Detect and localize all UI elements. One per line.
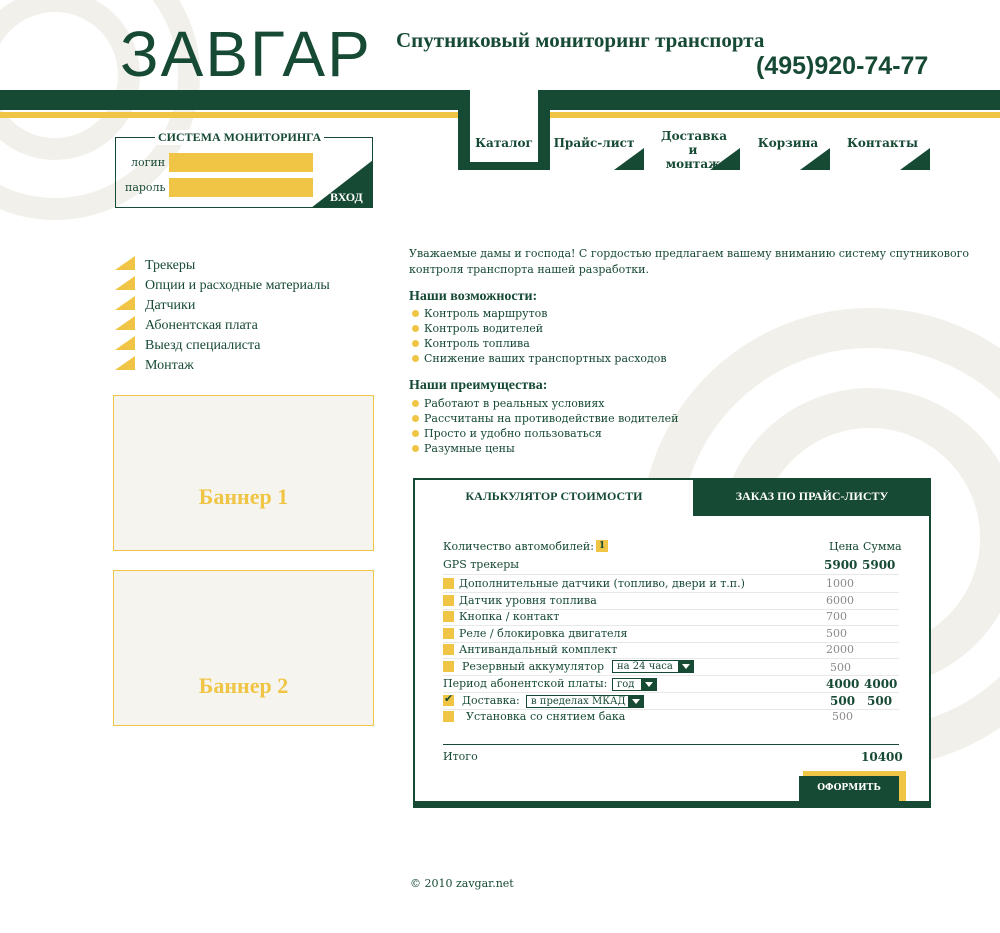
footer-copyright: © 2010 zavgar.net [410,877,514,890]
advantage-item [412,442,515,455]
side-item-label: Трекеры [145,258,196,273]
option-label: Антивандальный комплект [459,643,618,656]
nav-contacts-corner [900,148,930,170]
option-checkbox[interactable] [443,595,454,606]
nav-catalog[interactable] [470,136,538,186]
car-count-label: Количество автомобилей: [443,540,594,553]
period-select[interactable] [612,678,657,691]
menu-triangle-icon [115,316,135,330]
row-divider [443,574,899,575]
install-checkbox[interactable] [443,711,454,722]
phone-number: (495)920-74-77 [756,52,929,80]
features-heading: Наши возможности: [409,289,538,304]
side-item-sensors[interactable] [115,296,195,314]
nav-delivery-label: Доставка и монтаж [661,129,727,171]
install-price: 500 [832,710,853,723]
delivery-label: Доставка: [462,694,520,707]
delivery-checkbox[interactable] [443,692,454,706]
gps-sum: 5900 [862,558,896,572]
option-label: Реле / блокировка двигателя [459,627,628,640]
row-divider [443,592,899,593]
site-tagline: Спутниковый мониторинг транспорта [396,28,765,52]
password-label: пароль [125,181,166,194]
row-divider [443,625,899,626]
delivery-sum: 500 [867,694,893,708]
side-item-subscription[interactable] [115,316,258,334]
banner-2[interactable] [113,570,374,726]
delivery-select-value: в пределах МКАД [531,696,626,707]
bullet-dot-icon [412,310,419,317]
feature-item-label: Контроль маршрутов [424,307,548,320]
advantage-item-label: Рассчитаны на противодействие водителей [424,412,679,425]
menu-triangle-icon [115,356,135,370]
gps-price: 5900 [824,558,858,572]
tab-price-order-label: ЗАКАЗ ПО ПРАЙС-ЛИСТУ [735,489,889,503]
option-label: Кнопка / контакт [459,610,560,623]
battery-price: 500 [830,661,851,674]
chevron-down-icon [678,660,694,673]
menu-triangle-icon [115,336,135,350]
nav-contacts-label: Контакты [846,136,919,150]
col-sum-header: Сумма [863,540,902,553]
option-checkbox[interactable] [443,628,454,639]
nav-cart-label: Корзина [757,136,819,150]
option-checkbox[interactable] [443,578,454,589]
side-item-specialist[interactable] [115,336,260,354]
battery-label: Резервный аккумулятор [462,660,605,673]
advantages-heading: Наши преимущества: [409,378,548,393]
login-button[interactable]: ВХОД [330,190,363,204]
gps-label: GPS трекеры [443,558,520,571]
delivery-price: 500 [830,694,856,708]
banner-1-label: Баннер 1 [198,484,289,509]
battery-checkbox[interactable] [443,661,454,672]
side-item-installation[interactable] [115,356,194,374]
option-price: 1000 [826,577,854,590]
site-logo[interactable]: ЗАВГАР [120,18,372,90]
nav-delivery-corner [710,148,740,170]
banner-1[interactable] [113,395,374,551]
side-item-trackers[interactable] [115,256,195,274]
row-divider [443,675,899,676]
advantage-item [412,397,604,410]
feature-item [412,352,667,365]
bullet-dot-icon [412,445,419,452]
option-checkbox[interactable] [443,644,454,655]
feature-item-label: Контроль топлива [424,337,530,350]
feature-item-label: Снижение ваших транспортных расходов [424,352,667,365]
total-label: Итого [443,750,478,763]
advantage-item-label: Просто и удобно пользоваться [424,427,602,440]
bullet-dot-icon [412,325,419,332]
nav-active-frame-left [458,90,470,170]
period-select-value: год [617,679,635,690]
login-title: СИСТЕМА МОНИТОРИНГА [155,130,324,145]
side-item-label: Опции и расходные материалы [145,278,330,293]
header-bar-left [0,90,470,110]
banner-2-label: Баннер 2 [198,673,289,698]
tab-calculator-label: КАЛЬКУЛЯТОР СТОИМОСТИ [465,489,643,503]
feature-item [412,337,530,350]
bullet-dot-icon [412,400,419,407]
delivery-select[interactable] [526,695,644,708]
nav-pricelist-label: Прайс-лист [553,136,635,150]
row-divider [443,692,899,693]
feature-item [412,322,543,335]
advantage-item [412,412,678,425]
total-value: 10400 [861,750,903,764]
bullet-dot-icon [412,340,419,347]
option-price: 2000 [826,643,854,656]
period-sum: 4000 [864,677,898,691]
menu-triangle-icon [115,256,135,270]
header-bar-right [538,90,1000,110]
login-input[interactable] [169,153,313,172]
tab-price-order[interactable] [693,480,931,516]
side-item-label: Монтаж [145,358,194,373]
side-item-options[interactable] [115,276,330,294]
option-checkbox[interactable] [443,611,454,622]
car-count-input[interactable]: 1 [596,540,608,552]
period-price: 4000 [826,677,860,691]
bullet-dot-icon [412,415,419,422]
option-label: Датчик уровня топлива [459,594,597,607]
bullet-dot-icon [412,355,419,362]
nav-pricelist-corner [614,148,644,170]
chevron-down-icon [641,678,657,691]
tab-calculator[interactable] [415,480,693,516]
header-stripe-right [550,112,1000,118]
header-stripe-left [0,112,458,118]
feature-item [412,307,548,320]
checkmark-icon: ✔ [444,692,454,705]
side-item-label: Выезд специалиста [145,338,261,353]
row-divider [443,658,899,659]
option-price: 700 [826,610,847,623]
battery-select[interactable] [612,660,694,673]
chevron-down-icon [628,695,644,708]
feature-item-label: Контроль водителей [424,322,544,335]
nav-active-frame-right [538,90,550,170]
col-price-header: Цена [829,540,859,553]
menu-triangle-icon [115,276,135,290]
option-price: 500 [826,627,847,640]
password-input[interactable] [169,178,313,197]
advantage-item-label: Работают в реальных условиях [424,397,605,410]
option-price: 6000 [826,594,854,607]
bullet-dot-icon [412,430,419,437]
battery-select-value: на 24 часа [617,661,673,672]
install-label: Установка [466,710,527,723]
order-button[interactable]: ОФОРМИТЬ ЗАКАЗ [799,776,899,801]
nav-catalog-label: Каталог [475,136,533,150]
install-note: со снятием бака [530,710,626,723]
intro-text: Уважаемые дамы и господа! С гордостью предлагаем вашему вниманию систему спутникового контроля транспорта нашей разработки. [409,247,969,276]
option-label: Дополнительные датчики (топливо, двери и т.п.) [459,577,745,590]
advantage-item-label: Разумные цены [424,442,515,455]
menu-triangle-icon [115,296,135,310]
nav-cart-corner [800,148,830,170]
side-item-label: Абонентская плата [145,318,258,333]
total-divider [443,744,899,745]
login-label: логин [131,156,166,169]
period-label: Период абонентской платы: [443,677,608,690]
side-item-label: Датчики [145,298,196,313]
advantage-item [412,427,602,440]
